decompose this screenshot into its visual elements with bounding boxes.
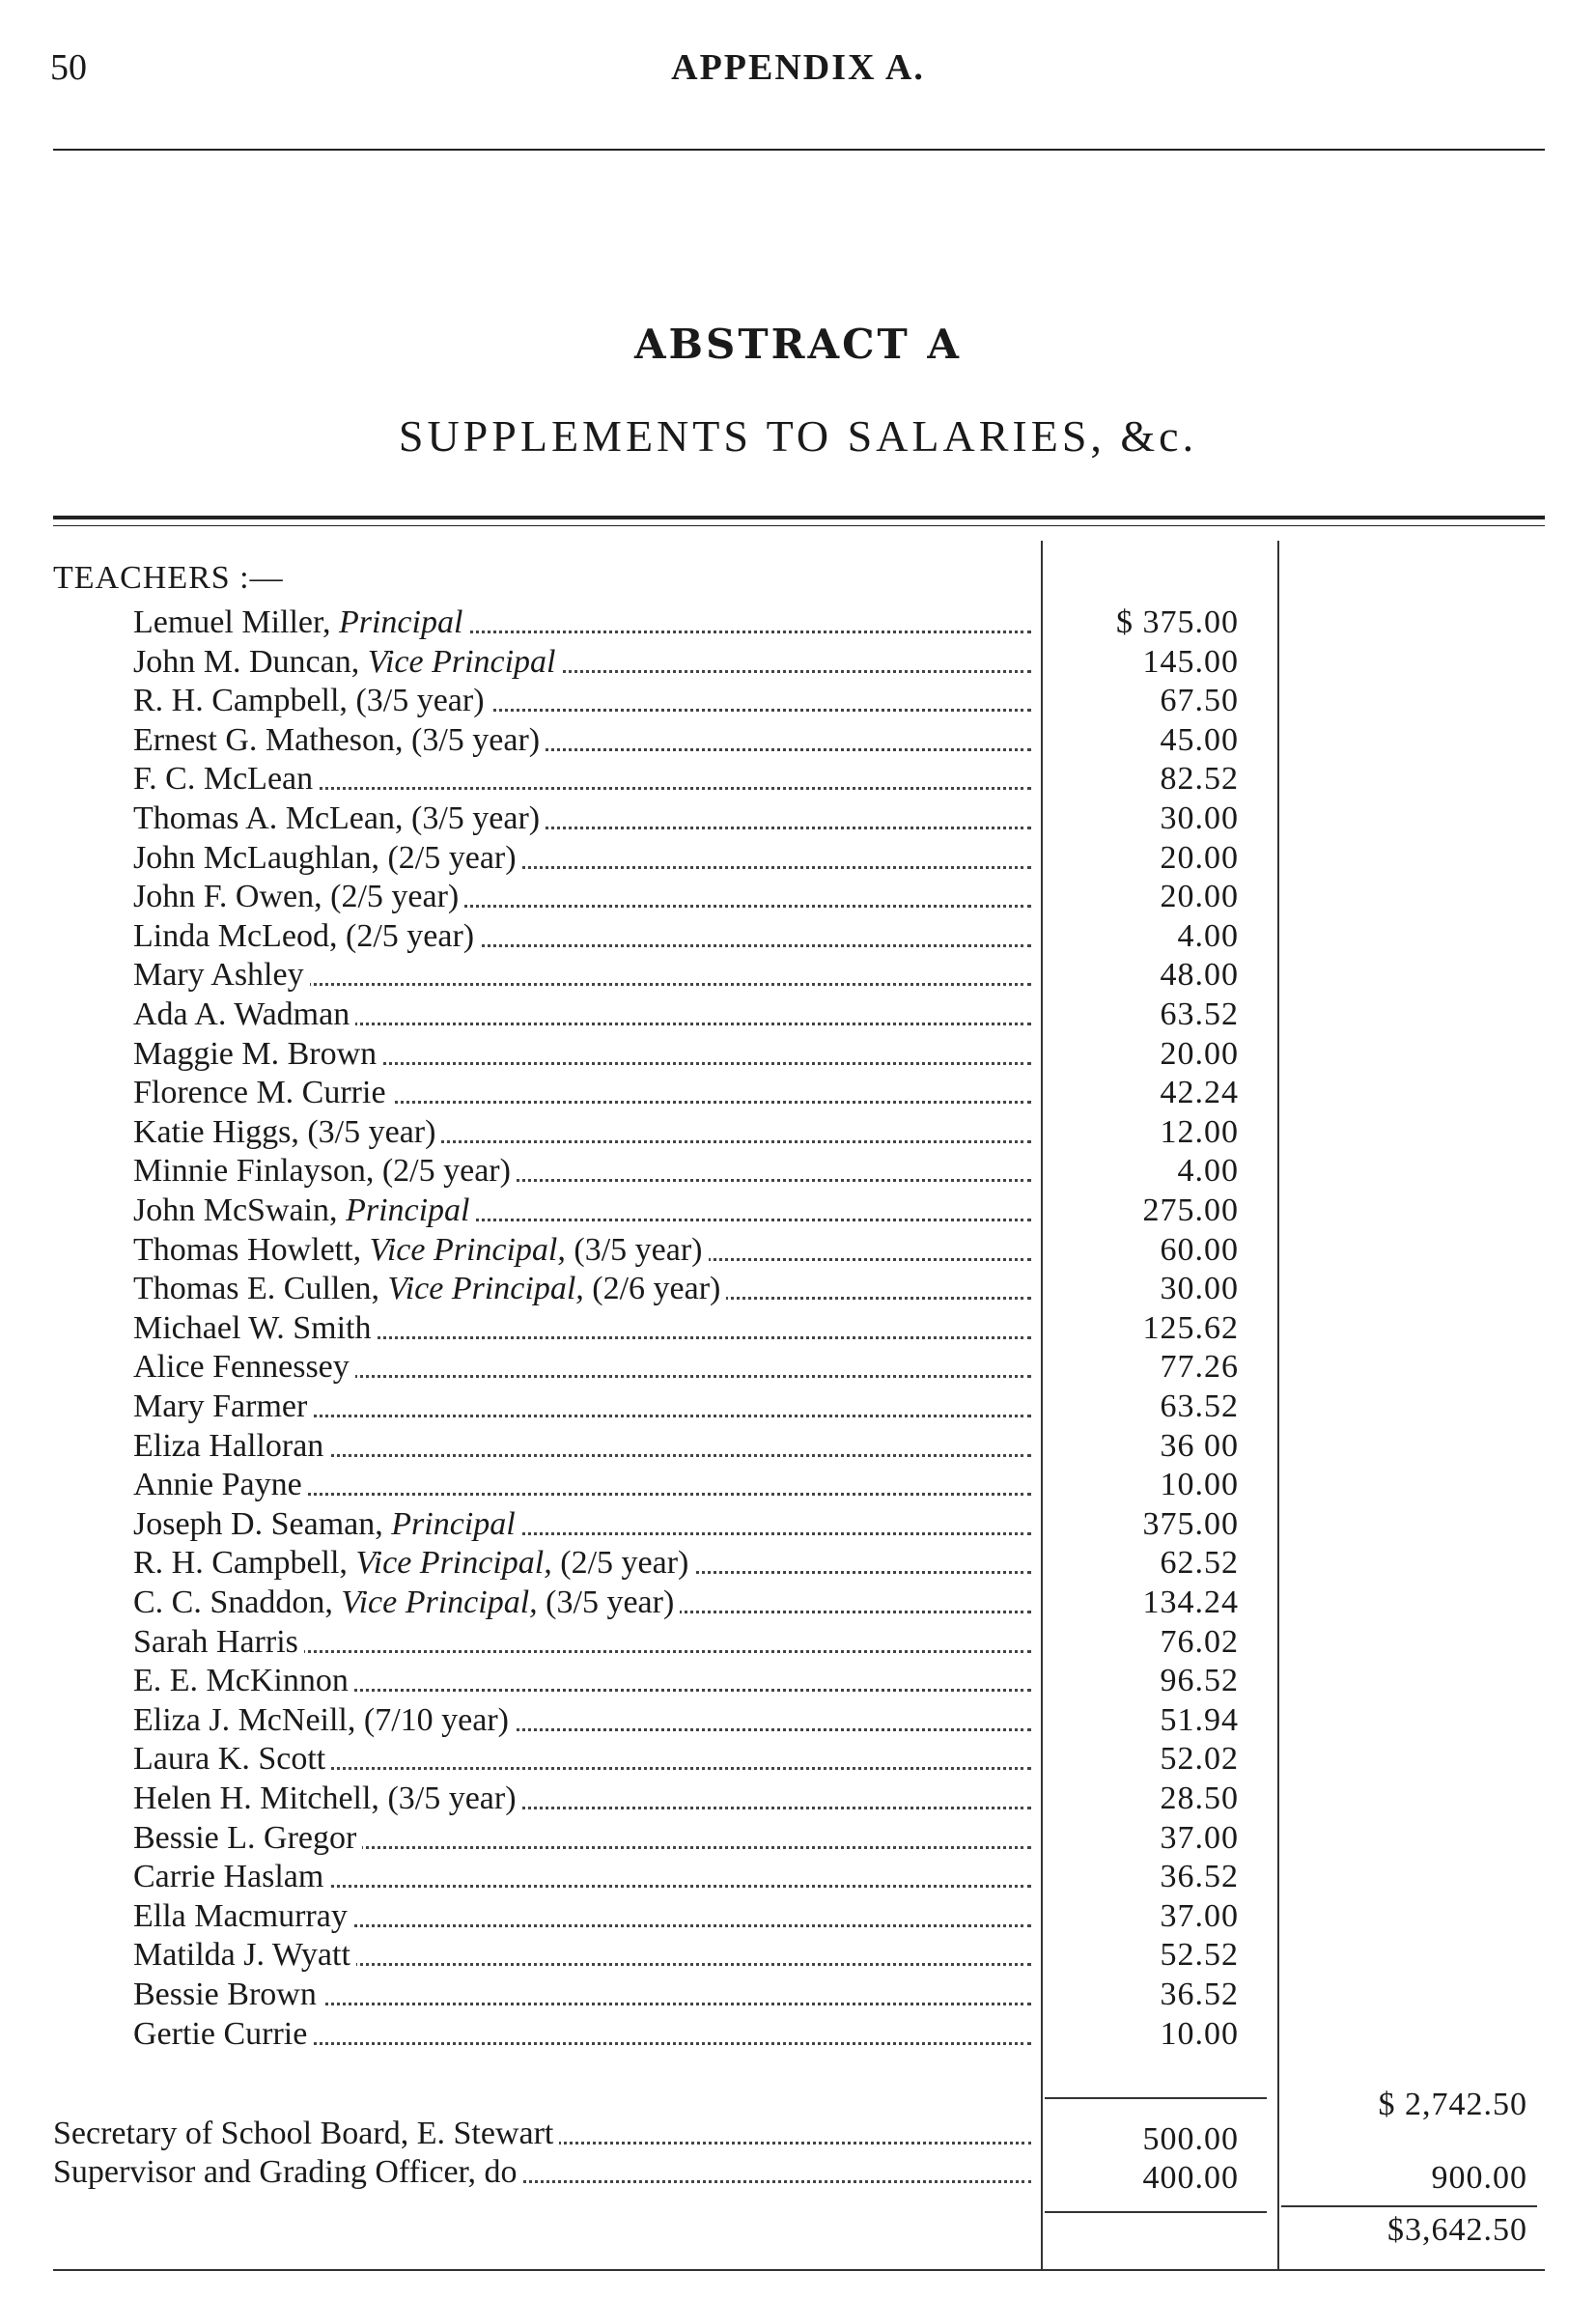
teacher-name: R. H. Campbell, Vice Principal, (2/5 year) (133, 1545, 694, 1581)
service-fraction: (3/5 year) (565, 1231, 703, 1268)
teacher-name: Laura K. Scott (133, 1741, 331, 1777)
table-row (133, 839, 1031, 878)
service-fraction: (3/5 year) (411, 721, 541, 758)
teacher-name: Linda McLeod, (2/5 year) (133, 918, 480, 954)
table-row (133, 956, 1031, 995)
officers-rule (1045, 2211, 1267, 2213)
teacher-title: Vice Principal, (369, 1231, 566, 1268)
table-row (133, 721, 1031, 760)
table-row (133, 1780, 1031, 1818)
teacher-amount: 60.00 (1160, 1231, 1239, 1268)
grand-total: $3,642.50 (1387, 2212, 1527, 2248)
teacher-name: Helen H. Mitchell, (3/5 year) (133, 1780, 522, 1816)
teacher-amount: 82.52 (1160, 761, 1239, 798)
teacher-amount: 4.00 (1177, 1153, 1239, 1190)
teacher-name: John M. Duncan, Vice Principal (133, 644, 562, 680)
table-row (133, 1388, 1031, 1426)
teacher-amount: $ 375.00 (1116, 604, 1239, 640)
service-fraction: (2/5 year) (346, 917, 475, 954)
teachers-total: $ 2,742.50 (1378, 2087, 1527, 2122)
table-row (133, 643, 1031, 682)
teacher-name: Eliza Halloran (133, 1428, 329, 1464)
table-row (133, 2015, 1031, 2054)
officers-total: 900.00 (1431, 2160, 1527, 2196)
teacher-name: Florence M. Currie (133, 1075, 392, 1110)
table-row (133, 1074, 1031, 1112)
table-row (133, 1152, 1031, 1191)
teacher-name: Carrie Haslam (133, 1859, 329, 1894)
teacher-amount: 125.62 (1142, 1309, 1239, 1346)
service-fraction: (3/5 year) (411, 800, 541, 836)
table-row (133, 1584, 1031, 1622)
table-row (133, 917, 1031, 956)
teacher-amount: 20.00 (1160, 879, 1239, 915)
teacher-name: Katie Higgs, (3/5 year) (133, 1114, 441, 1150)
teacher-name: Michael W. Smith (133, 1310, 378, 1346)
table-row (133, 1348, 1031, 1387)
teacher-name: Lemuel Miller, Principal (133, 604, 468, 640)
service-fraction: (3/5 year) (307, 1113, 436, 1150)
teacher-amount: 275.00 (1142, 1192, 1239, 1228)
service-fraction: (2/6 year) (583, 1271, 721, 1307)
teacher-amount: 63.52 (1160, 996, 1239, 1032)
service-fraction: (2/5 year) (387, 839, 517, 876)
table-row (133, 1897, 1031, 1936)
table-row (133, 878, 1031, 916)
teacher-amount: 77.26 (1160, 1349, 1239, 1386)
teacher-amount: 36.52 (1160, 1977, 1239, 2012)
service-fraction: (2/5 year) (381, 1153, 511, 1190)
teacher-name: John McSwain, Principal (133, 1192, 476, 1228)
teacher-amount: 51.94 (1160, 1701, 1239, 1738)
teacher-title: Vice Principal (367, 643, 556, 680)
teacher-name: Bessie Brown (133, 1977, 322, 2012)
teacher-amount: 20.00 (1160, 1035, 1239, 1072)
teacher-name: John F. Owen, (2/5 year) (133, 879, 464, 914)
table-row (133, 1976, 1031, 2014)
table-row (133, 603, 1031, 642)
table-row (133, 799, 1031, 838)
teacher-amount: 76.02 (1160, 1623, 1239, 1660)
service-fraction: (2/5 year) (330, 879, 460, 915)
teacher-name: Ella Macmurray (133, 1898, 353, 1934)
teacher-title: Principal (338, 604, 463, 640)
table-row (133, 1701, 1031, 1740)
table-row (133, 1035, 1031, 1074)
teacher-amount: 28.50 (1160, 1780, 1239, 1816)
teacher-name: Ernest G. Matheson, (3/5 year) (133, 722, 546, 758)
teacher-amount: 96.52 (1160, 1663, 1239, 1699)
teacher-name: Thomas Howlett, Vice Principal, (3/5 year) (133, 1232, 709, 1268)
teacher-amount: 45.00 (1160, 721, 1239, 758)
teacher-name: Mary Farmer (133, 1388, 313, 1424)
teacher-amount: 20.00 (1160, 839, 1239, 876)
teacher-name: Mary Ashley (133, 957, 310, 993)
officer-name: Secretary of School Board, E. Stewart (53, 2116, 559, 2151)
teacher-amount: 36 00 (1160, 1427, 1239, 1464)
teacher-title: Vice Principal, (355, 1545, 552, 1582)
teacher-amount: 145.00 (1142, 643, 1239, 680)
teacher-name: Maggie M. Brown (133, 1036, 382, 1072)
teacher-name: R. H. Campbell, (3/5 year) (133, 683, 490, 718)
teacher-name: Joseph D. Seaman, Principal (133, 1506, 521, 1542)
teacher-name: C. C. Snaddon, Vice Principal, (3/5 year) (133, 1584, 680, 1620)
teacher-name: Thomas E. Cullen, Vice Principal, (2/6 year) (133, 1271, 726, 1306)
service-fraction: (2/5 year) (551, 1545, 689, 1582)
officer-amount: 400.00 (1142, 2160, 1239, 2196)
abstract-title: ABSTRACT A (633, 321, 963, 368)
table-row (133, 1231, 1031, 1270)
service-fraction: (3/5 year) (537, 1584, 675, 1620)
teacher-name: Matilda J. Wyatt (133, 1937, 356, 1973)
page-number: 50 (50, 47, 87, 88)
officer-row (53, 2153, 1031, 2192)
teacher-title: Vice Principal, (341, 1584, 538, 1620)
table-row (133, 1113, 1031, 1152)
officer-row (53, 2115, 1031, 2153)
teacher-name: Annie Payne (133, 1467, 308, 1502)
teacher-amount: 52.52 (1160, 1937, 1239, 1974)
teacher-name: Ada A. Wadman (133, 996, 355, 1032)
teacher-amount: 10.00 (1160, 2015, 1239, 2052)
teacher-name: Eliza J. McNeill, (7/10 year) (133, 1702, 515, 1738)
table-row (133, 1192, 1031, 1230)
teacher-name: Bessie L. Gregor (133, 1820, 362, 1856)
section-label: TEACHERS :— (53, 560, 284, 596)
service-fraction: (7/10 year) (363, 1701, 509, 1738)
teacher-amount: 4.00 (1177, 917, 1239, 954)
subtotal-rule (1045, 2097, 1267, 2099)
header-rule (53, 149, 1545, 151)
table-row (133, 1936, 1031, 1975)
teacher-name: Alice Fennessey (133, 1349, 355, 1385)
teacher-amount: 37.00 (1160, 1819, 1239, 1856)
running-title: APPENDIX A. (671, 47, 925, 88)
table-row (133, 1662, 1031, 1700)
table-row (133, 1740, 1031, 1779)
bottom-rule (53, 2269, 1545, 2271)
title-double-rule (53, 516, 1545, 526)
table-row (133, 1427, 1031, 1466)
teacher-amount: 42.24 (1160, 1075, 1239, 1111)
table-row (133, 1270, 1031, 1308)
service-fraction: (3/5 year) (387, 1780, 517, 1816)
table-row (133, 1466, 1031, 1504)
teacher-amount: 134.24 (1142, 1584, 1239, 1620)
teacher-amount: 67.50 (1160, 683, 1239, 719)
teacher-name: Thomas A. McLean, (3/5 year) (133, 800, 546, 836)
teacher-amount: 37.00 (1160, 1897, 1239, 1934)
page-title: SUPPLEMENTS TO SALARIES, &c. (398, 411, 1198, 461)
table-row (133, 995, 1031, 1034)
table-row (133, 1623, 1031, 1662)
teacher-amount: 30.00 (1160, 800, 1239, 836)
total-rule (1281, 2205, 1537, 2207)
table-row (133, 1819, 1031, 1858)
officer-name: Supervisor and Grading Officer, do (53, 2154, 523, 2190)
teacher-amount: 12.00 (1160, 1113, 1239, 1150)
table-row (133, 1544, 1031, 1583)
teacher-title: Principal (391, 1505, 516, 1542)
teacher-amount: 30.00 (1160, 1271, 1239, 1307)
teacher-title: Principal (346, 1192, 470, 1228)
teacher-amount: 62.52 (1160, 1545, 1239, 1582)
teacher-name: John McLaughlan, (2/5 year) (133, 840, 522, 876)
teacher-amount: 52.02 (1160, 1741, 1239, 1778)
column-rule-middle (1277, 541, 1279, 2269)
officer-amount: 500.00 (1142, 2121, 1239, 2157)
teacher-title: Vice Principal, (387, 1271, 584, 1307)
table-row (133, 760, 1031, 799)
teacher-amount: 10.00 (1160, 1467, 1239, 1503)
teacher-amount: 36.52 (1160, 1859, 1239, 1895)
service-fraction: (3/5 year) (355, 683, 485, 719)
teacher-amount: 48.00 (1160, 957, 1239, 994)
table-row (133, 1505, 1031, 1544)
teacher-name: Sarah Harris (133, 1624, 304, 1660)
teacher-amount: 63.52 (1160, 1388, 1239, 1424)
teacher-name: F. C. McLean (133, 761, 319, 797)
table-row (133, 682, 1031, 720)
table-row (133, 1858, 1031, 1896)
teacher-name: Gertie Currie (133, 2016, 313, 2052)
teacher-name: E. E. McKinnon (133, 1663, 354, 1698)
teacher-amount: 375.00 (1142, 1505, 1239, 1542)
teacher-name: Minnie Finlayson, (2/5 year) (133, 1153, 517, 1189)
column-rule-left (1041, 541, 1043, 2269)
table-row (133, 1309, 1031, 1348)
